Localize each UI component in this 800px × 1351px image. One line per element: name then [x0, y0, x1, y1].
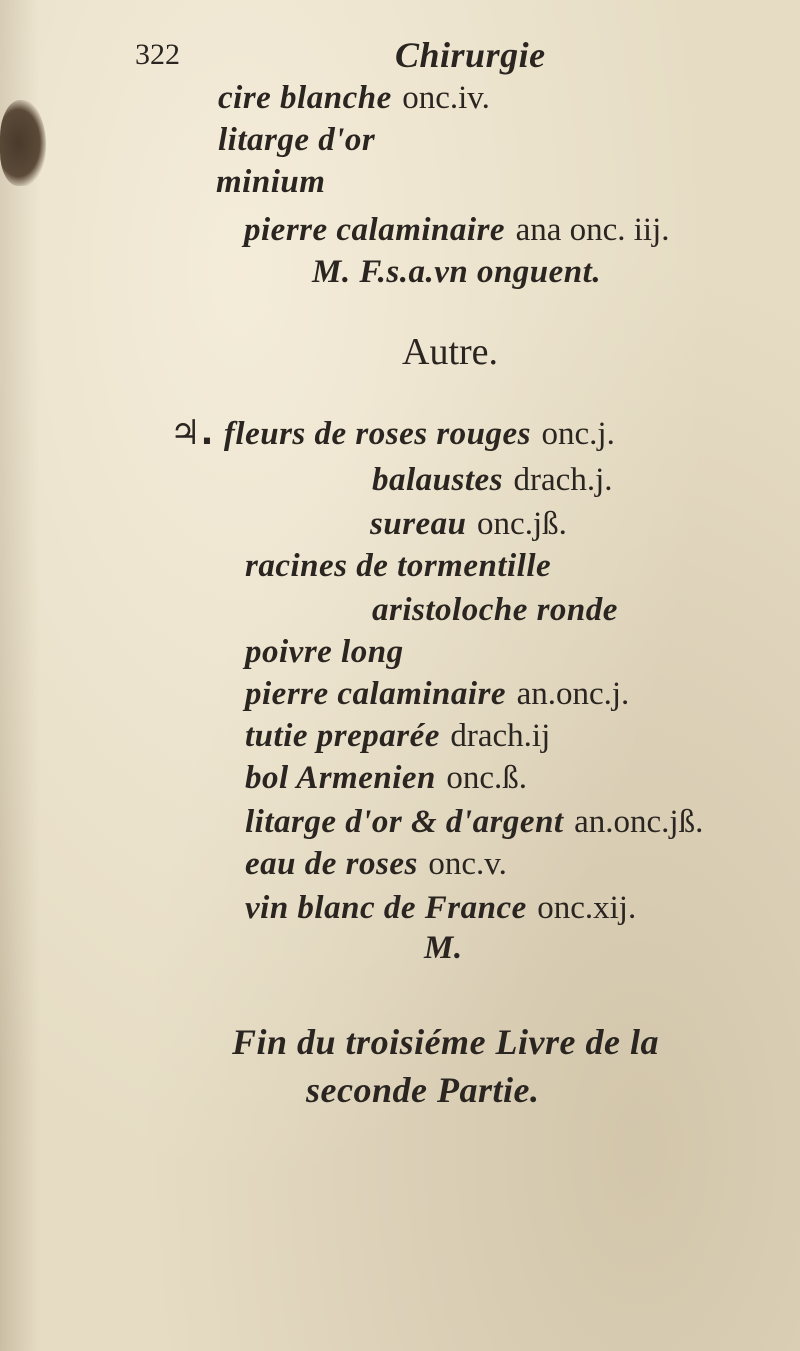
recipe-line: pierre calaminaire an.onc.j. — [245, 676, 630, 712]
recipe-line: aristoloche ronde — [372, 592, 618, 628]
running-title: Chirurgie — [395, 35, 546, 75]
recipe-line: bol Armenien onc.ß. — [245, 760, 528, 796]
recipe-line: cire blanche onc.iv. — [218, 80, 490, 116]
recipe-line: litarge d'or — [218, 122, 376, 158]
recipe-line: litarge d'or & d'argent an.onc.jß. — [245, 804, 704, 840]
section-heading: Autre. — [402, 331, 499, 373]
recipe-line: tutie preparée drach.ij — [245, 718, 551, 754]
recipe-line: ♃. fleurs de roses rouges onc.j. — [170, 413, 615, 453]
recipe-closing: M. — [424, 930, 463, 966]
colophon-line-1: Fin du troisiéme Livre de la — [232, 1022, 659, 1062]
recipe-line: eau de roses onc.v. — [245, 846, 507, 882]
recipe-line: sureau onc.jß. — [370, 506, 567, 542]
colophon-line-2: seconde Partie. — [306, 1070, 540, 1110]
jupiter-recipe-symbol: ♃. — [170, 413, 214, 453]
ink-stain — [0, 100, 46, 186]
recipe-line: poivre long — [245, 634, 404, 670]
recipe-instruction: M. F.s.a.vn onguent. — [312, 254, 602, 290]
recipe-line: vin blanc de France onc.xij. — [245, 890, 637, 926]
recipe-line: balaustes drach.j. — [372, 462, 613, 498]
recipe-line: pierre calaminaire ana onc. iij. — [244, 212, 670, 248]
page-number: 322 — [135, 38, 180, 71]
recipe-line: minium — [216, 164, 326, 200]
recipe-line: racines de tormentille — [245, 548, 552, 584]
